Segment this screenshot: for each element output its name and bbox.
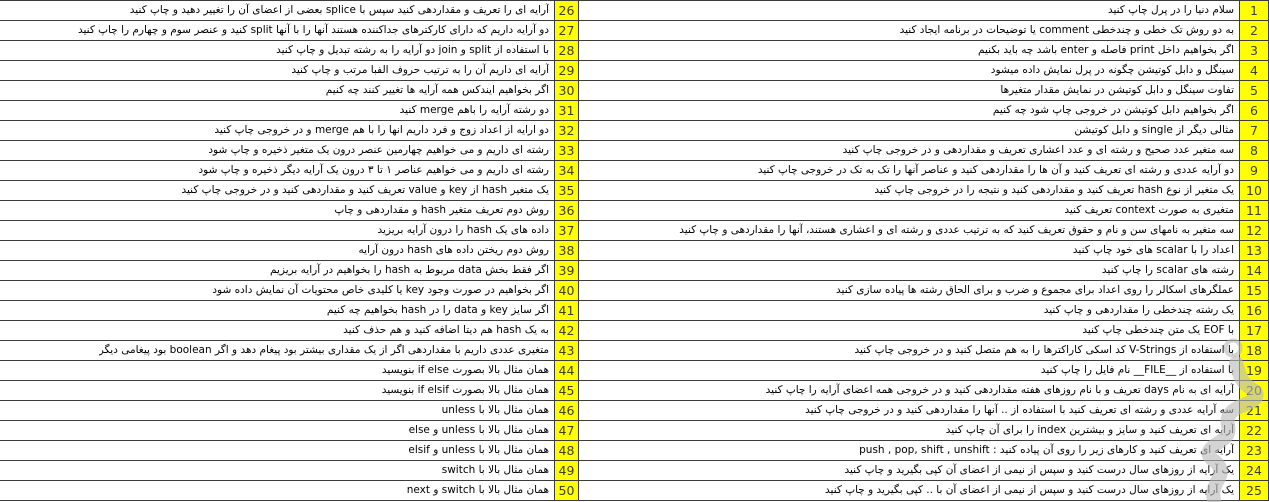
row-number-cell[interactable]: 18 bbox=[1239, 341, 1269, 360]
row-number-cell[interactable]: 28 bbox=[554, 41, 579, 60]
table-row bbox=[0, 481, 1269, 501]
row-number-cell[interactable]: 36 bbox=[554, 201, 579, 220]
table-row bbox=[0, 201, 1269, 221]
table-row bbox=[0, 361, 1269, 381]
row-number-cell[interactable]: 30 bbox=[554, 81, 579, 100]
row-number-cell[interactable]: 22 bbox=[1239, 421, 1269, 440]
row-number-cell[interactable]: 4 bbox=[1239, 61, 1269, 80]
row-number-cell[interactable]: 37 bbox=[554, 221, 579, 240]
row-number-cell[interactable]: 27 bbox=[554, 21, 579, 40]
task-text-cell[interactable]: تفاوت سینگل و دابل کوتیشن در نمایش مقدار متغیرها bbox=[1000, 84, 1234, 96]
row-number-cell[interactable]: 1 bbox=[1239, 1, 1269, 20]
task-text-cell[interactable]: اگر بخواهیم ایندکس همه آرایه ها تغییر کنند چه کنیم bbox=[325, 84, 549, 96]
task-text-cell[interactable]: دو آرایه عددی و رشته ای تعریف کنید و آن ها را مقداردهی کنید و عناصر آنها را تک به تک در خروجی چاپ کنید bbox=[757, 164, 1234, 176]
row-number-cell[interactable]: 11 bbox=[1239, 201, 1269, 220]
table-row bbox=[0, 401, 1269, 421]
task-text-cell[interactable]: روش دوم تعریف متغیر hash و مقداردهی و چاپ bbox=[334, 204, 549, 216]
table-row bbox=[0, 261, 1269, 281]
task-text-cell[interactable]: متغیری عددی داریم با مقداردهی اگر از یک مقداری بیشتر بود پیغام دهد و اگر boolean بود پیغامی دیگر bbox=[98, 344, 549, 356]
table-row bbox=[0, 461, 1269, 481]
row-number-cell[interactable]: 42 bbox=[554, 321, 579, 340]
task-text-cell[interactable]: سلام دنیا را در پرل چاپ کنید bbox=[1107, 4, 1234, 16]
table-row bbox=[0, 101, 1269, 121]
task-text-cell[interactable]: همان مثال بالا بصورت if else بنویسید bbox=[381, 364, 549, 376]
task-text-cell[interactable]: رشته ای داریم و می خواهیم عناصر ۱ تا ۳ درون یک آرایه دیگر ذخیره و چاپ شود bbox=[198, 164, 549, 176]
task-text-cell[interactable]: همان مثال بالا با unless و else bbox=[408, 424, 549, 436]
task-text-cell[interactable]: با استفاده از __FILE__ نام فایل را چاپ کنید bbox=[1040, 364, 1234, 376]
table-row bbox=[0, 221, 1269, 241]
row-number-cell[interactable]: 33 bbox=[554, 141, 579, 160]
row-number-cell[interactable]: 15 bbox=[1239, 281, 1269, 300]
task-text-cell[interactable]: عملگرهای اسکالر را روی اعداد برای مجموع و ضرب و برای الحاق رشته ها پیاده سازی کنید bbox=[836, 284, 1234, 296]
task-text-cell[interactable]: روش دوم ریختن داده های hash درون آرایه bbox=[358, 244, 549, 256]
task-text-cell[interactable]: همان مثال بالا با unless و elsif bbox=[408, 444, 549, 456]
row-number-cell[interactable]: 25 bbox=[1239, 481, 1269, 500]
task-text-cell[interactable]: همان مثال بالا با switch bbox=[441, 464, 549, 476]
task-text-cell[interactable]: آرایه ای تعریف کنید و کارهای زیر را روی آن پیاده کنید : push , pop, shift , unshift bbox=[859, 444, 1234, 456]
task-text-cell[interactable]: یک آرایه از روزهای سال درست کنید و سپس از نیمی از اعضای آن با .. کپی بگیرید و چاپ کنید bbox=[825, 484, 1234, 496]
task-text-cell[interactable]: همان مثال بالا با unless bbox=[441, 404, 549, 416]
task-text-cell[interactable]: اگر بخواهیم در صورت وجود key یا کلیدی خاص محتویات آن نمایش داده شود bbox=[212, 284, 549, 296]
row-number-cell[interactable]: 17 bbox=[1239, 321, 1269, 340]
task-text-cell[interactable]: یک متغیر hash از key و value تعریف کنید و مقداردهی کنید و در خروجی چاپ کنید bbox=[181, 184, 549, 196]
row-number-cell[interactable]: 20 bbox=[1239, 381, 1269, 400]
row-number-cell[interactable]: 39 bbox=[554, 261, 579, 280]
task-text-cell[interactable]: مثالی دیگر از single و دابل کوتیشن bbox=[1074, 124, 1234, 136]
task-text-cell[interactable]: یک آرایه از روزهای سال درست کنید و سپس از نیمی از اعضای آن کپی بگیرید و چاپ کنید bbox=[844, 464, 1234, 476]
row-number-cell[interactable]: 49 bbox=[554, 461, 579, 480]
task-text-cell[interactable]: با استفاده از V-Strings کد اسکی کاراکترها را به هم متصل کنید و در خروجی چاپ کنید bbox=[854, 344, 1234, 356]
row-number-cell[interactable]: 32 bbox=[554, 121, 579, 140]
table-row bbox=[0, 181, 1269, 201]
table-row bbox=[0, 1, 1269, 21]
row-number-cell[interactable]: 8 bbox=[1239, 141, 1269, 160]
row-number-cell[interactable]: 45 bbox=[554, 381, 579, 400]
row-number-cell[interactable]: 38 bbox=[554, 241, 579, 260]
row-number-cell[interactable]: 46 bbox=[554, 401, 579, 420]
row-number-cell[interactable]: 12 bbox=[1239, 221, 1269, 240]
task-text-cell[interactable]: یک متغیر از نوع hash تعریف کنید و مقداردهی کنید و نتیجه را در خروجی چاپ کنید bbox=[874, 184, 1234, 196]
row-number-cell[interactable]: 10 bbox=[1239, 181, 1269, 200]
task-text-cell[interactable]: همان مثال بالا با switch و next bbox=[406, 484, 549, 496]
row-number-cell[interactable]: 19 bbox=[1239, 361, 1269, 380]
row-number-cell[interactable]: 41 bbox=[554, 301, 579, 320]
table-row bbox=[0, 421, 1269, 441]
task-text-cell[interactable]: اگر بخواهیم دابل کوتیشن در خروجی چاپ شود چه کنیم bbox=[992, 104, 1234, 116]
task-text-cell[interactable]: سه متغیر به نامهای سن و نام و حقوق تعریف کنید که به ترتیب عددی و رشته ای و اعشاری هستند، آنها را مقداردهی و چاپ کنید bbox=[679, 224, 1234, 236]
table-row bbox=[0, 281, 1269, 301]
table-row bbox=[0, 321, 1269, 341]
table-row bbox=[0, 141, 1269, 161]
row-number-cell[interactable]: 13 bbox=[1239, 241, 1269, 260]
table-row bbox=[0, 381, 1269, 401]
table-row bbox=[0, 241, 1269, 261]
row-number-cell[interactable]: 23 bbox=[1239, 441, 1269, 460]
row-number-cell[interactable]: 3 bbox=[1239, 41, 1269, 60]
task-text-cell[interactable]: سینگل و دابل کوتیشن چگونه در پرل نمایش داده میشود bbox=[990, 64, 1234, 76]
task-text-cell[interactable]: سه آرایه عددی و رشته ای تعریف کنید با استفاده از .. آنها را مقداردهی کنید و در خروجی چاپ کنید bbox=[805, 404, 1234, 416]
task-text-cell[interactable]: با EOF یک متن چندخطی چاپ کنید bbox=[1082, 324, 1234, 336]
task-text-cell[interactable]: دو رشته آرایه را باهم merge کنید bbox=[399, 104, 549, 116]
row-number-cell[interactable]: 43 bbox=[554, 341, 579, 360]
task-text-cell[interactable]: با استفاده از split و join دو آرایه را به رشته تبدیل و چاپ کنید bbox=[276, 44, 549, 56]
table-row bbox=[0, 301, 1269, 321]
task-text-cell[interactable]: متغیری به صورت context تعریف کنید bbox=[1064, 204, 1234, 216]
row-number-cell[interactable]: 26 bbox=[554, 1, 579, 20]
row-number-cell[interactable]: 29 bbox=[554, 61, 579, 80]
task-text-cell[interactable]: اگر سایز key و data را در hash بخواهیم چه کنیم bbox=[326, 304, 549, 316]
row-number-cell[interactable]: 44 bbox=[554, 361, 579, 380]
row-number-cell[interactable]: 2 bbox=[1239, 21, 1269, 40]
row-number-cell[interactable]: 47 bbox=[554, 421, 579, 440]
task-text-cell[interactable]: به دو روش تک خطی و چندخطی comment یا توضیحات در برنامه ایجاد کنید bbox=[899, 24, 1234, 36]
rows-container bbox=[0, 1, 1269, 501]
row-number-cell[interactable]: 21 bbox=[1239, 401, 1269, 420]
row-number-cell[interactable]: 6 bbox=[1239, 101, 1269, 120]
row-number-cell[interactable]: 34 bbox=[554, 161, 579, 180]
task-text-cell[interactable]: دو ارایه از اعداد زوج و فرد داریم انها را با هم merge و در خروجی چاپ کنید bbox=[214, 124, 549, 136]
table-row bbox=[0, 81, 1269, 101]
table-row bbox=[0, 21, 1269, 41]
task-text-cell[interactable]: اگر بخواهیم داخل print فاصله و enter باشد چه باید بکنیم bbox=[977, 44, 1234, 56]
task-text-cell[interactable]: یک رشته چندخطی را مقداردهی و چاپ کنید bbox=[1043, 304, 1234, 316]
task-text-cell[interactable]: آرایه ای تعریف کنید و سایز و بیشترین index را برای آن چاپ کنید bbox=[945, 424, 1234, 436]
task-text-cell[interactable]: سه متغیر عدد صحیح و رشته ای و عدد اعشاری تعریف و مقداردهی و در خروجی چاپ کنید bbox=[842, 144, 1234, 156]
task-text-cell[interactable]: دو آرایه داریم که دارای کارکترهای جداکننده هستند آنها را با آنها split کنید و عنصر سوم و چهارم را چاپ کنید bbox=[77, 24, 549, 36]
row-number-cell[interactable]: 50 bbox=[554, 481, 579, 500]
row-number-cell[interactable]: 48 bbox=[554, 441, 579, 460]
table-row bbox=[0, 161, 1269, 181]
task-text-cell[interactable]: به یک hash هم دیتا اضافه کنید و هم حذف کنید bbox=[343, 324, 549, 336]
table-row bbox=[0, 441, 1269, 461]
row-number-cell[interactable]: 24 bbox=[1239, 461, 1269, 480]
row-number-cell[interactable]: 14 bbox=[1239, 261, 1269, 280]
task-text-cell[interactable]: داده های یک hash را درون آرایه بریزید bbox=[377, 224, 549, 236]
task-text-cell[interactable]: رشته ای داریم و می خواهیم چهارمین عنصر درون یک متغیر ذخیره و چاپ شود bbox=[208, 144, 549, 156]
row-number-cell[interactable]: 7 bbox=[1239, 121, 1269, 140]
table-row bbox=[0, 341, 1269, 361]
task-text-cell[interactable]: اگر فقط بخش data مربوط به hash را بخواهیم در آرایه بریزیم bbox=[270, 264, 549, 276]
row-number-cell[interactable]: 35 bbox=[554, 181, 579, 200]
row-number-cell[interactable]: 5 bbox=[1239, 81, 1269, 100]
row-number-cell[interactable]: 31 bbox=[554, 101, 579, 120]
task-text-cell[interactable]: آرایه ای داریم آن را به ترتیب حروف الفبا مرتب و چاپ کنید bbox=[291, 64, 549, 76]
task-text-cell[interactable]: همان مثال بالا بصورت if elsif بنویسید bbox=[381, 384, 549, 396]
task-text-cell[interactable]: رشته های scalar را چاپ کنید bbox=[1101, 264, 1234, 276]
row-number-cell[interactable]: 16 bbox=[1239, 301, 1269, 320]
task-text-cell[interactable]: آرایه ای را تعریف و مقداردهی کنید سپس با splice بعضی از اعضای آن را تغییر دهید و چاپ کنید bbox=[129, 4, 549, 16]
table-row bbox=[0, 61, 1269, 81]
row-number-cell[interactable]: 9 bbox=[1239, 161, 1269, 180]
table-row bbox=[0, 121, 1269, 141]
row-number-cell[interactable]: 40 bbox=[554, 281, 579, 300]
table-row bbox=[0, 41, 1269, 61]
task-text-cell[interactable]: اعداد را با scalar های خود چاپ کنید bbox=[1072, 244, 1234, 256]
task-text-cell[interactable]: آرایه ای به نام days تعریف و با نام روزهای هفته مقداردهی کنید و در خروجی همه اعضای آرایه را چاپ کنید bbox=[765, 384, 1234, 396]
